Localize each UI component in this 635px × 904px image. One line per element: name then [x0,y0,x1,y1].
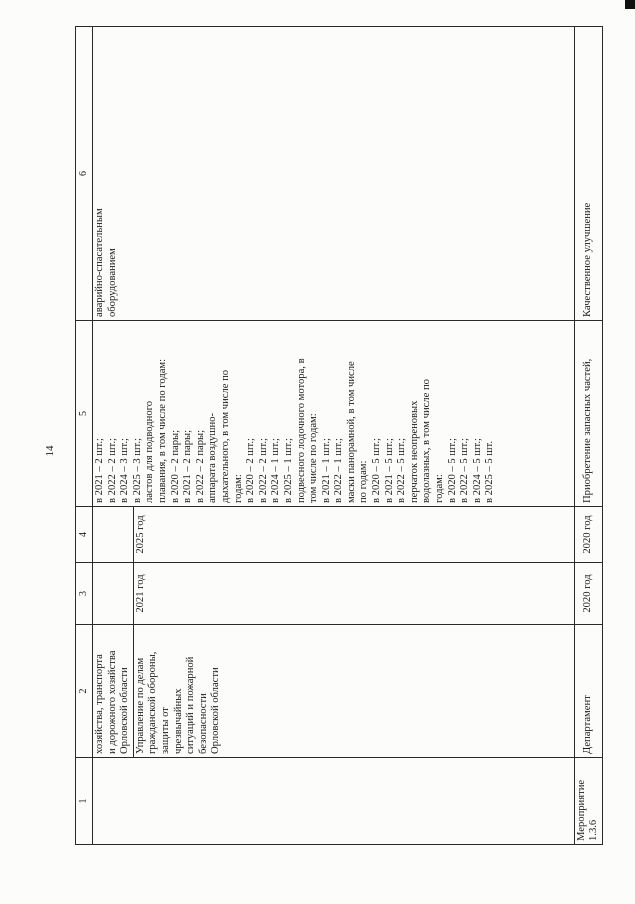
text-line: в 2021 – 2 пары; [182,429,194,503]
text-line: Орловской области [210,667,222,754]
text-line: чрезвычайных [172,688,184,754]
start-year-cell-empty [93,563,134,625]
table-row-continued [93,27,134,845]
text-line: маски панорамной, в том числе [345,361,357,503]
col-num-5: 5 [76,321,93,507]
text-line: защиты от [159,707,171,754]
text-line: в 2024 – 5 шт.; [471,438,483,503]
col-num-6: 6 [76,27,93,321]
text-line: по годам: [358,460,370,503]
col-num-2: 2 [76,625,93,758]
text-line: в 2025 – 1 шт.; [282,438,294,503]
text-line: ластов для подводного [144,400,156,503]
text-line: в 2021 – 1 шт.; [320,438,332,503]
text-line: в 2021 – 2 шт.; [94,438,105,503]
activity-cell: Мероприятие 1.3.6 [574,758,602,845]
text-line: аварийно-спасательным [94,208,105,317]
text-line: водолазных, в том числе по [421,379,433,503]
text-line: в 2021 – 5 шт.; [383,438,395,503]
end-year-cell-next: 2020 год [574,507,602,563]
text-line: в 2020 – 5 шт.; [371,438,383,503]
executor-cell-next: Департамент [574,625,602,758]
start-year-cell: 2021 год [133,563,574,625]
text-line: гражданской обороны, [147,651,159,754]
end-year-cell-empty [93,507,134,563]
text-line: и дорожного хозяйства [106,650,118,754]
col-num-3: 3 [76,563,93,625]
text-line: в 2025 – 5 шт. [484,440,496,503]
column-number-row [76,27,93,845]
text-line: в 2022 – 2 пары; [194,429,206,503]
text-line: в 2022 – 2 шт.; [257,438,269,503]
result-cell-next: Качественное улучшение [574,27,602,321]
text-line: подвесного лодочного мотора, в [295,358,307,503]
activity-cell-empty [93,758,575,845]
result-cell [93,27,575,321]
program-activities-table [75,26,603,845]
col-num-4: 4 [76,507,93,563]
text-line: в 2020 – 2 пары; [169,429,181,503]
text-line: в 2025 – 3 шт.; [131,438,143,503]
text-line: оборудованием [106,248,118,317]
description-cell [93,321,575,507]
text-line: в 2024 – 1 шт.; [270,438,282,503]
text-line: безопасности [197,693,209,754]
description-cell-next: Приобретение запасных частей, [574,321,602,507]
text-line: в 2024 – 3 шт.; [119,438,131,503]
text-line: Управление по делам [134,657,146,754]
text-line: ситуаций и пожарной [185,656,197,754]
text-line: в 2022 – 2 шт.; [106,438,118,503]
text-line: плавания, в том числе по годам: [156,358,168,503]
text-line: Орловской области [119,667,131,754]
text-line: перчаток неопреновых [408,400,420,503]
rotated-table-wrapper [75,27,603,845]
text-line: дыхательного, в том числе по [219,369,231,503]
text-line: том числе по годам: [308,413,320,503]
scan-edge-mark [625,0,635,9]
text-line: в 2022 – 5 шт.; [459,438,471,503]
start-year-cell-next: 2020 год [574,563,602,625]
text-line: годам: [434,474,446,503]
text-line: годам: [232,474,244,503]
text-line: аппарата воздушно- [207,413,219,503]
text-line: в 2022 – 5 шт.; [396,438,408,503]
text-line: в 2020 – 5 шт.; [446,438,458,503]
text-line: хозяйства, транспорта [94,654,105,754]
executor-cell-mchs [133,625,574,758]
page-number: 14 [44,445,56,457]
col-num-1: 1 [76,758,93,845]
table-row-next [574,27,602,845]
text-line: в 2020 – 2 шт.; [245,438,257,503]
executor-cell-continued [93,625,134,758]
end-year-cell: 2025 год [133,507,574,563]
text-line: в 2022 – 1 шт.; [333,438,345,503]
